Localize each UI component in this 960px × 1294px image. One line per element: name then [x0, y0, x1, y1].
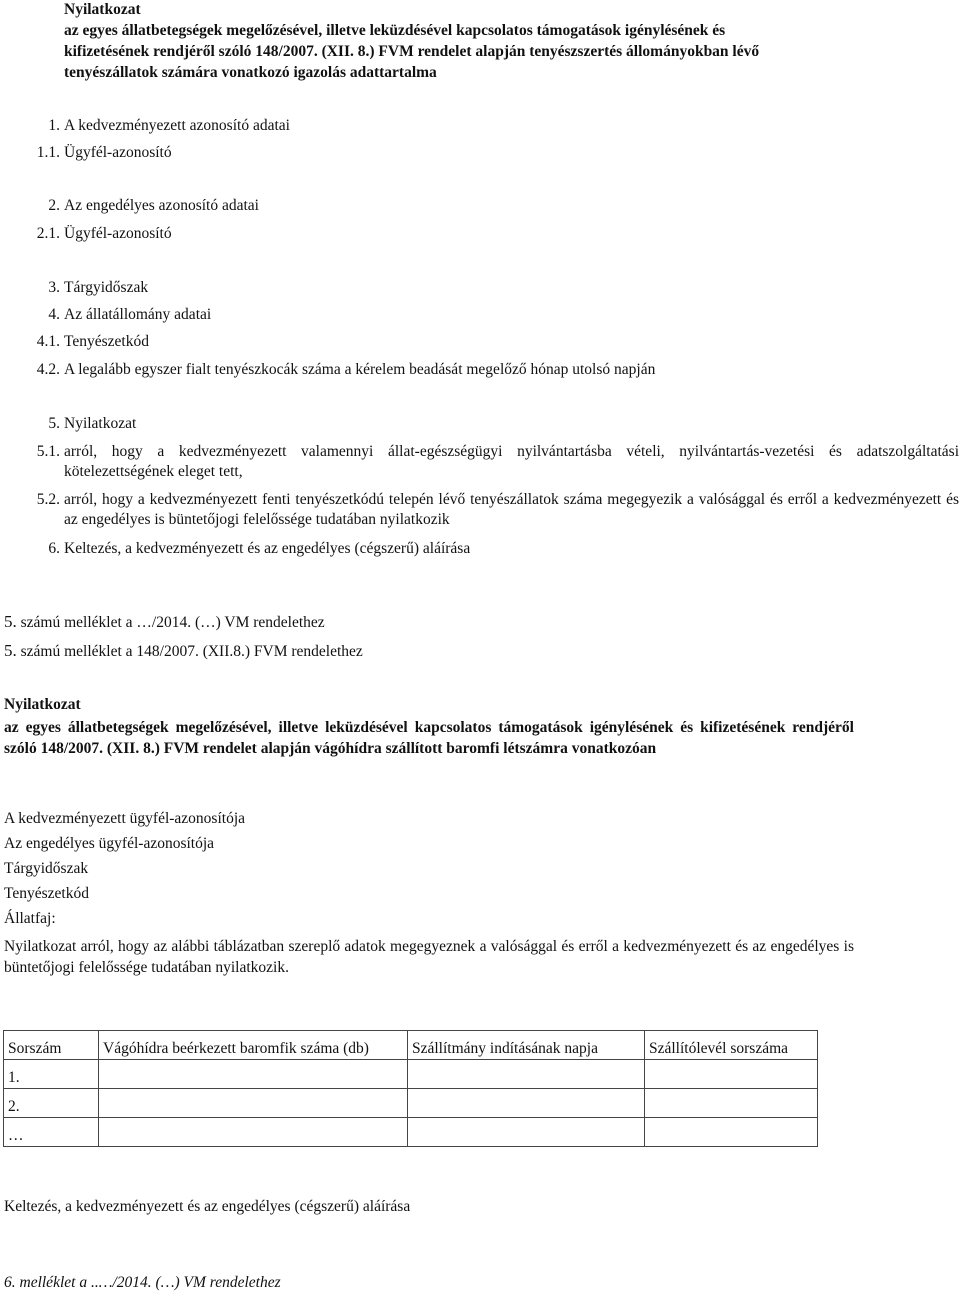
field-beneficiary-id: A kedvezményezett ügyfél-azonosítója: [4, 810, 246, 827]
annex-line-1: [4, 612, 325, 633]
item-text: Ügyfél-azonosító: [64, 225, 172, 242]
table-cell: …: [4, 1118, 99, 1147]
second-subtitle: az egyes állatbetegségek megelőzésével, illetve leküzdésével kapcsolatos támogatások igénylésének és kifizetésének rendjéről szóló 148/2007. (XII. 8.) FVM rendelet alapján vágóhídra szállított baromfi létszámra vonatkozóan: [4, 719, 854, 757]
annex-number: 5.: [4, 612, 17, 631]
item-text: Az engedélyes azonosító adatai: [64, 197, 259, 214]
item-text: Az állatállomány adatai: [64, 306, 212, 323]
item-text: arról, hogy a kedvezményezett fenti tenyészetkódú telepén lévő tenyészállatok száma megegyezik a valósággal és erről a kedvezményezett és az engedélyes is büntetőjogi felelőssége tudatában nyilatkozik: [64, 491, 959, 528]
item-number: 3.: [48, 279, 60, 296]
first-subtitle-line-1: az egyes állatbetegségek megelőzésével, illetve leküzdésével kapcsolatos támogatások igénylésének és: [64, 22, 726, 39]
item-text: Nyilatkozat: [64, 415, 137, 432]
item-text: arról, hogy a kedvezményezett valamennyi állat-egészségügyi nyilvántartásba vételi, nyilvántartás-vezetési és adatszolgáltatási kötelezettségének eleget tett,: [64, 443, 959, 480]
item-text: Tárgyidőszak: [64, 279, 149, 296]
signature-line: Keltezés, a kedvezményezett és az engedélyes (cégszerű) aláírása: [4, 1198, 411, 1215]
item-text: Ügyfél-azonosító: [64, 144, 172, 161]
shipment-table: [3, 1030, 818, 1147]
first-title: Nyilatkozat: [64, 1, 141, 18]
statement-text: Nyilatkozat arról, hogy az alábbi táblázatban szereplő adatok megegyeznek a valósággal és erről a kedvezményezett és az engedélyes is büntetőjogi felelőssége tudatában nyilatkozik.: [4, 938, 854, 976]
table-header-cell: Szállítmány indításának napja: [408, 1031, 645, 1060]
item-number: 1.: [48, 117, 60, 134]
annex-6-footer: 6. melléklet a ..…/2014. (…) VM rendelethez: [4, 1274, 281, 1291]
item-number: 4.: [48, 306, 60, 323]
item-number: 4.1.: [36, 333, 60, 350]
annex-number: 5.: [4, 641, 17, 660]
table-cell: 1.: [4, 1060, 99, 1089]
field-holding-code: Tenyészetkód: [4, 885, 89, 902]
second-title: Nyilatkozat: [4, 696, 81, 713]
item-number: 5.: [48, 415, 60, 432]
table-cell: [408, 1089, 645, 1118]
item-number: 2.1.: [36, 225, 60, 242]
item-text: A kedvezményezett azonosító adatai: [64, 117, 290, 134]
annex-line-2: [4, 641, 363, 662]
item-number: 1.1.: [36, 144, 60, 161]
annex-text: számú melléklet a …/2014. (…) VM rendelethez: [16, 614, 325, 631]
item-number: 6.: [48, 540, 60, 557]
field-species: Állatfaj:: [4, 910, 56, 927]
item-text: A legalább egyszer fialt tenyészkocák száma a kérelem beadását megelőző hónap utolsó napján: [64, 361, 656, 378]
item-number: 5.2.: [36, 491, 60, 508]
table-header-cell: Vágóhídra beérkezett baromfik száma (db): [99, 1031, 408, 1060]
item-text: Keltezés, a kedvezményezett és az engedélyes (cégszerű) aláírása: [64, 540, 471, 557]
table-cell: [645, 1060, 818, 1089]
field-licensee-id: Az engedélyes ügyfél-azonosítója: [4, 835, 215, 852]
table-row: [4, 1060, 818, 1089]
table-cell: [408, 1060, 645, 1089]
table-cell: [99, 1089, 408, 1118]
table-cell: [645, 1089, 818, 1118]
item-number: 5.1.: [36, 443, 60, 460]
annex-text: számú melléklet a 148/2007. (XII.8.) FVM rendelethez: [16, 643, 363, 660]
table-row: [4, 1089, 818, 1118]
table-row: [4, 1118, 818, 1147]
table-cell: [99, 1060, 408, 1089]
table-cell: 2.: [4, 1089, 99, 1118]
table-header-row: [4, 1031, 818, 1060]
table-cell: [645, 1118, 818, 1147]
table-header-cell: Szállítólevél sorszáma: [645, 1031, 818, 1060]
item-number: 2.: [48, 197, 60, 214]
table-cell: [408, 1118, 645, 1147]
first-subtitle-line-2: kifizetésének rendjéről szóló 148/2007. (XII. 8.) FVM rendelet alapján tenyészszertés állományokban lévő: [64, 43, 760, 60]
first-subtitle-line-3: tenyészállatok számára vonatkozó igazolás adattartalma: [64, 64, 437, 81]
table-cell: [99, 1118, 408, 1147]
field-period: Tárgyidőszak: [4, 860, 89, 877]
item-number: 4.2.: [36, 361, 60, 378]
table-header-cell: Sorszám: [4, 1031, 99, 1060]
item-text: Tenyészetkód: [64, 333, 149, 350]
